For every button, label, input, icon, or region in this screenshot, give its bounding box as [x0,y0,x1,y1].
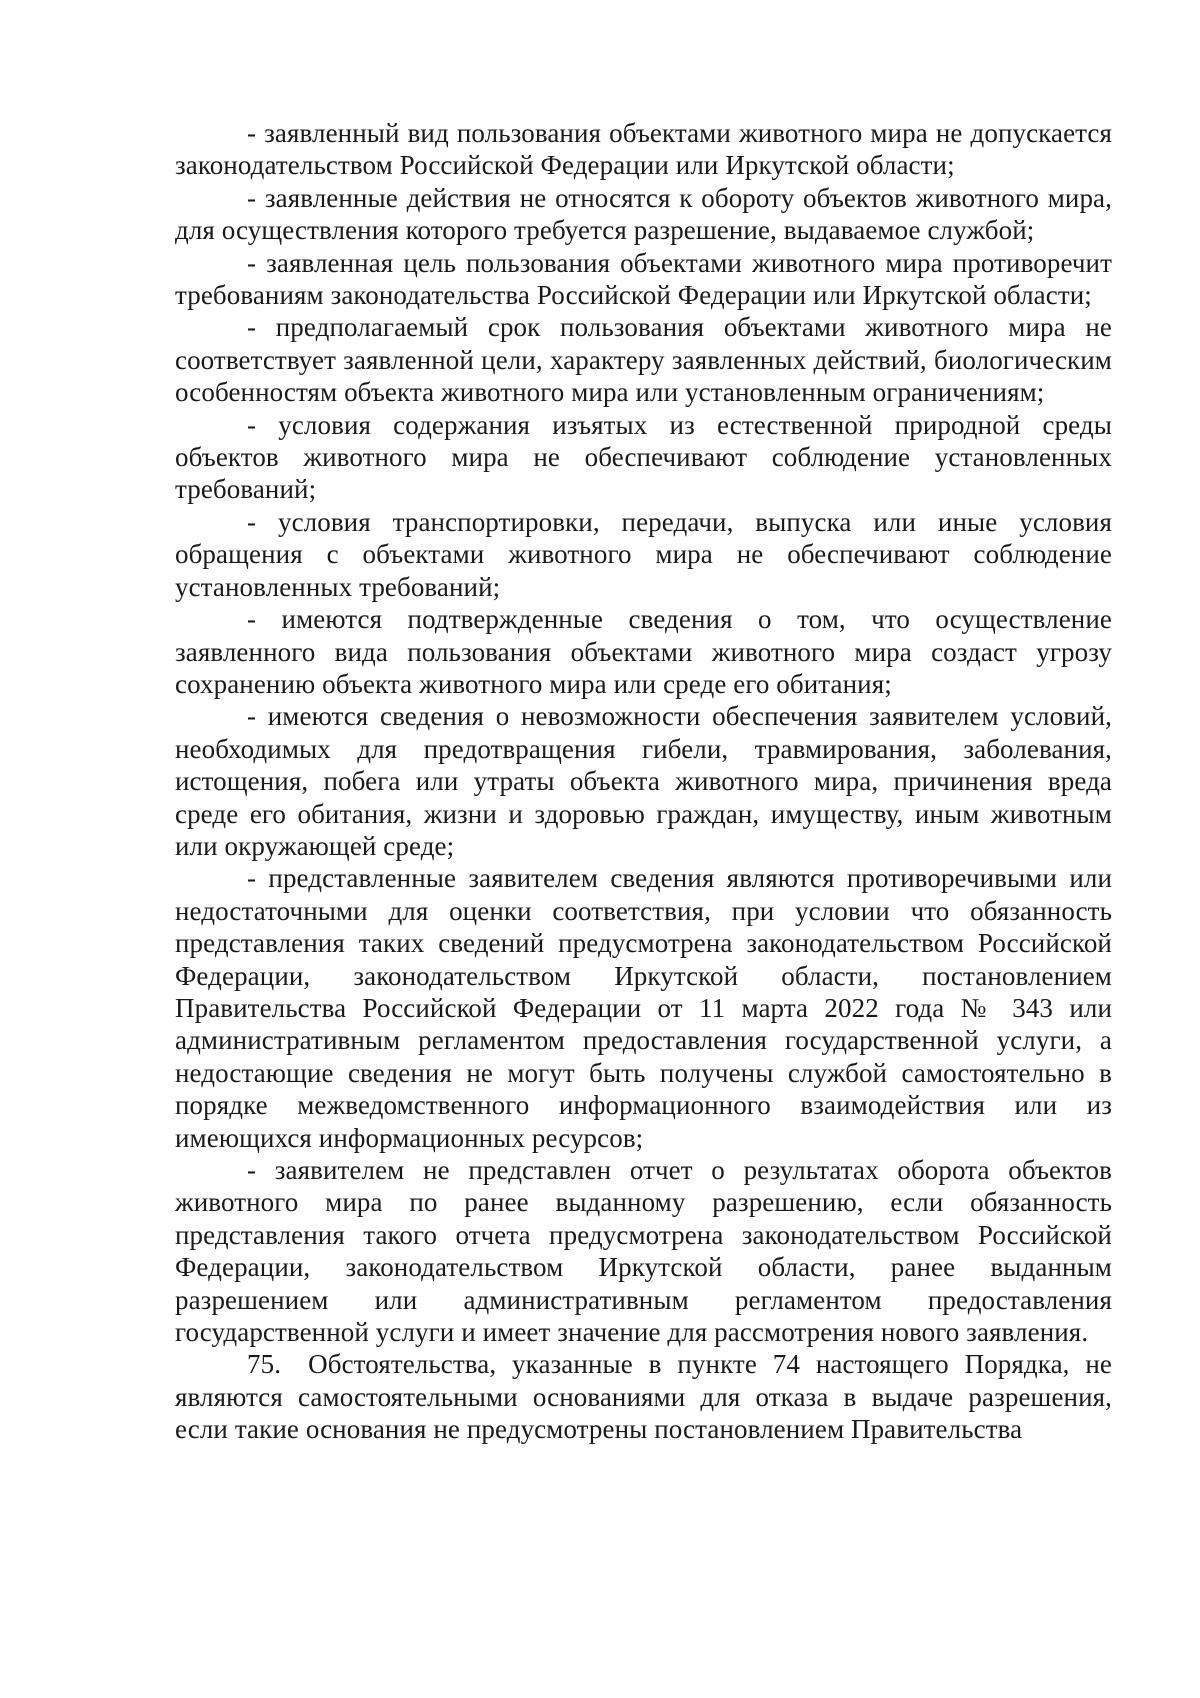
refusal-condition-threat-to-habitat: - имеются подтвержденные сведения о том, что осуществление заявленного вида пользования объектами животного мира создаст угрозу сохранению объекта животного мира или среде его обитания; [175,604,1112,699]
refusal-condition-not-turnover: - заявленные действия не относятся к обороту объектов животного мира, для осуществления которого требуется разрешение, выдаваемое службой; [175,182,1112,246]
refusal-condition-keeping-conditions: - условия содержания изъятых из естественной природной среды объектов животного мира не обеспечивают соблюдение установленных требований; [175,409,1112,505]
refusal-condition-term-mismatch: - предполагаемый срок пользования объектами животного мира не соответствует заявленной цели, характеру заявленных действий, биологическим особенностям объекта животного мира или установленным ограничениям; [175,312,1112,408]
refusal-condition-transport-conditions: - условия транспортировки, передачи, выпуска или иные условия обращения с объектами животного мира не обеспечивают соблюдение установленных требований; [175,506,1112,602]
refusal-condition-contradictory-info: - представленные заявителем сведения являются противоречивыми или недостаточными для оценки соответствия, при условии что обязанность представления таких сведений предусмотрена законодательством Российской Федерации, законодательством Иркутской области, постановлением Правительства Российской Федерации от 11 марта 2022 года № 343 или административным регламентом предоставления государственной услуги, а недостающие сведения не могут быть получены службой самостоятельно в порядке межведомственного информационного взаимодействия или из имеющихся информационных ресурсов; [175,863,1112,1153]
document-page [175,117,1112,1446]
refusal-condition-missing-report: - заявителем не представлен отчет о результатах оборота объектов животного мира по ранее выданному разрешению, если обязанность представления такого отчета предусмотрена законодательством Российской Федерации, законодательством Иркутской области, ранее выданным разрешением или административным регламентом предоставления государственной услуги и имеет значение для рассмотрения нового заявления. [175,1155,1112,1348]
refusal-condition-impossible-safety: - имеются сведения о невозможности обеспечения заявителем условий, необходимых для предотвращения гибели, травмирования, заболевания, истощения, побега или утраты объекта животного мира, причинения вреда среде его обитания, жизни и здоровью граждан, имуществу, иным животным или окружающей среде; [175,701,1112,861]
refusal-condition-purpose-contradicts: - заявленная цель пользования объектами животного мира противоречит требованиям законодательства Российской Федерации или Иркутской области; [175,247,1112,311]
refusal-condition-prohibited-use: - заявленный вид пользования объектами животного мира не допускается законодательством Российской Федерации или Иркутской области; [175,118,1112,181]
clause-75: 75. Обстоятельства, указанные в пункте 74 настоящего Порядка, не являются самостоятельными основаниями для отказа в выдаче разрешения, если такие основания не предусмотрены постановлением Правительства [175,1349,1112,1445]
